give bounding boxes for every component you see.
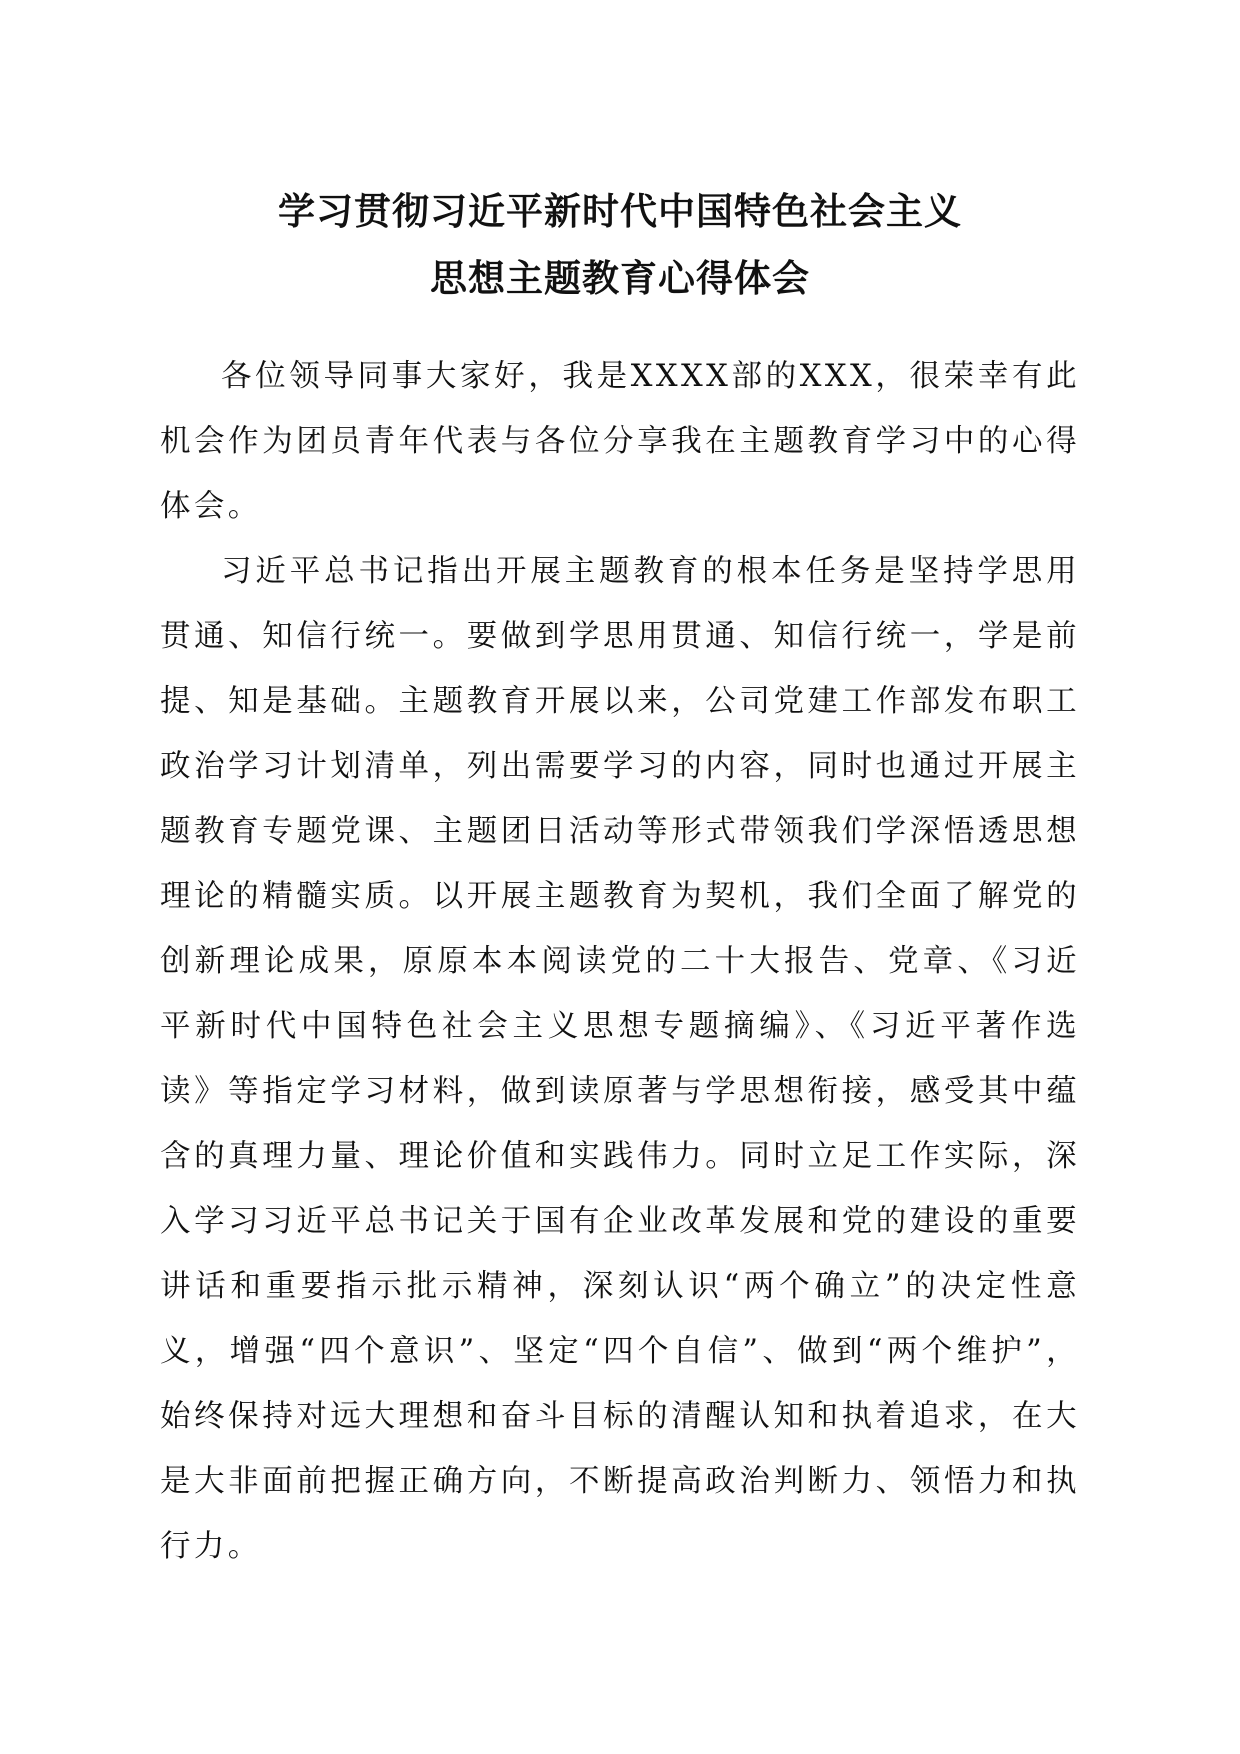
title-line-1: 学习贯彻习近平新时代中国特色社会主义 [278, 189, 962, 233]
title-line-2: 思想主题教育心得体会 [430, 256, 810, 300]
document-title [0, 178, 1240, 312]
document-body [160, 344, 1080, 1579]
paragraph-main: 习近平总书记指出开展主题教育的根本任务是坚持学思用贯通、知信行统一。要做到学思用贯通、知信行统一，学是前提、知是基础。主题教育开展以来，公司党建工作部发布职工政治学习计划清单，列出需要学习的内容，同时也通过开展主题教育专题党课、主题团日活动等形式带领我们学深悟透思想理论的精髓实质。以开展主题教育为契机，我们全面了解党的创新理论成果，原原本本阅读党的二十大报告、党章、《习近平新时代中国特色社会主义思想专题摘编》、《习近平著作选读》等指定学习材料，做到读原著与学思想衔接，感受其中蕴含的真理力量、理论价值和实践伟力。同时立足工作实际，深入学习习近平总书记关于国有企业改革发展和党的建设的重要讲话和重要指示批示精神，深刻认识“两个确立”的决定性意义，增强“四个意识”、坚定“四个自信”、做到“两个维护”，始终保持对远大理想和奋斗目标的清醒认知和执着追求，在大是大非面前把握正确方向，不断提高政治判断力、领悟力和执行力。 [160, 554, 1080, 1564]
paragraph-greeting: 各位领导同事大家好，我是XXXX部的XXX，很荣幸有此机会作为团员青年代表与各位分享我在主题教育学习中的心得体会。 [160, 359, 1080, 524]
